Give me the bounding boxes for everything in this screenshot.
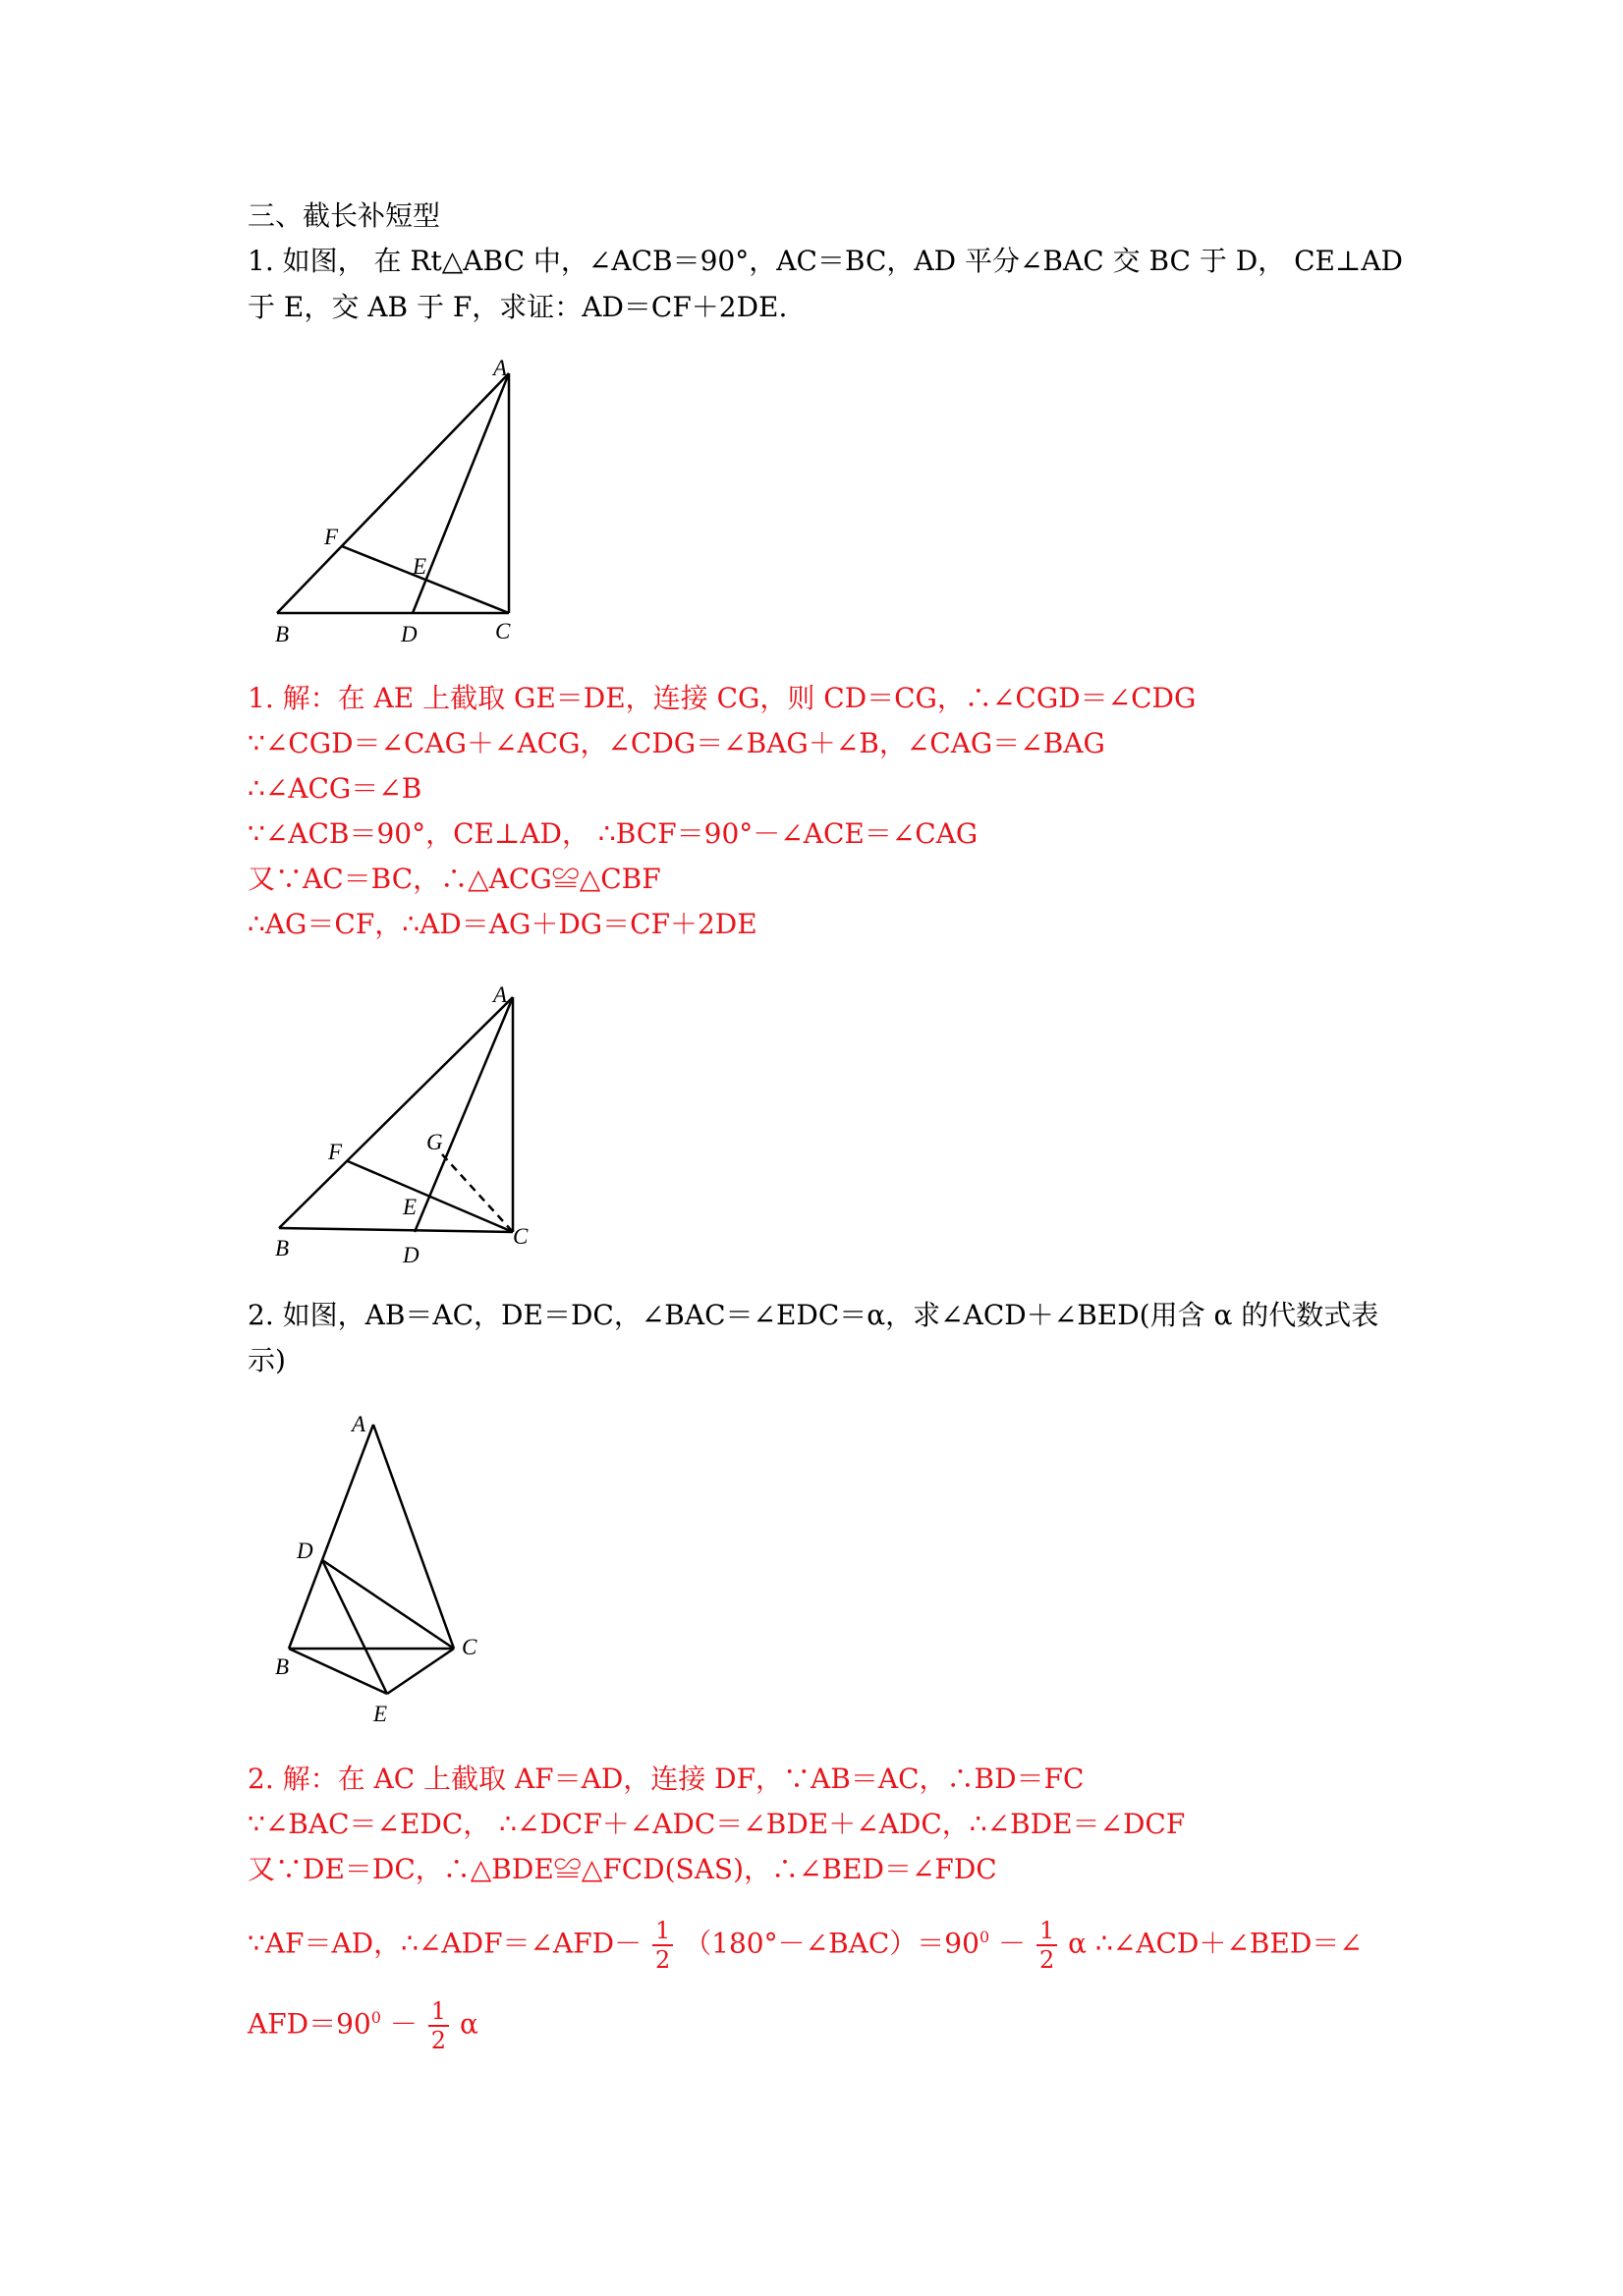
segment-bc — [279, 1228, 513, 1232]
fraction-one-half-3: $\frac{1}{2}$ — [428, 1997, 449, 2054]
segment-ab — [289, 1425, 373, 1649]
question-2-line-2: 示) — [248, 1344, 286, 1376]
answer-1-line-1: 1. 解：在 AE 上截取 GE＝DE，连接 CG，则 CD＝CG，∴∠CGD＝∠CDG — [248, 682, 1197, 714]
label-a: A — [493, 356, 508, 380]
figure-3 — [236, 1405, 550, 1729]
answer-1-line-2: ∵∠CGD＝∠CAG＋∠ACG，∠CDG＝∠BAG＋∠B，∠CAG＝∠BAG — [248, 727, 1105, 759]
segment-be — [289, 1649, 387, 1694]
answer-2-line-5-part-1: AFD＝90 — [248, 2007, 371, 2041]
label-b: B — [275, 1236, 290, 1260]
answer-1-line-4: ∵∠ACB＝90°，CE⊥AD， ∴BCF＝90°－∠ACE＝∠CAG — [248, 817, 979, 850]
label-c: C — [495, 619, 511, 644]
question-1-line-1: 1. 如图， 在 Rt△ABC 中，∠ACB＝90°，AC＝BC，AD 平分∠BAC 交 BC 于 D， CE⊥AD — [248, 245, 1403, 277]
segment-cf — [348, 1161, 513, 1232]
segment-ac — [373, 1425, 454, 1649]
segment-de — [322, 1560, 387, 1694]
segment-ad — [413, 373, 509, 613]
label-e: E — [373, 1702, 388, 1726]
answer-2-line-2: ∵∠BAC＝∠EDC， ∴∠DCF＋∠ADC＝∠BDE＋∠ADC，∴∠BDE＝∠DCF — [248, 1808, 1186, 1840]
label-d: D — [403, 1243, 420, 1267]
segment-ab — [279, 997, 513, 1228]
fraction-one-half: $\frac{1}{2}$ — [652, 1917, 673, 1974]
label-f: F — [324, 525, 339, 549]
answer-2-line-4-part-1: ∵AF＝AD，∴∠ADF＝∠AFD－ — [248, 1927, 643, 1960]
figure-2 — [236, 973, 550, 1267]
label-a: A — [493, 982, 508, 1007]
label-c: C — [513, 1224, 529, 1249]
answer-2-line-5: $AFD=90^0$ － $\frac{1}{2}$ α — [248, 1996, 478, 2054]
label-a: A — [352, 1412, 366, 1436]
answer-2-line-4: ∵AF＝AD，∴∠ADF＝∠AFD－ $\frac{1}{2}$ $(180^\circ-\angle BAC)=90^0$ － $\frac{1}{2}$ α ∴∠ACD＋∠BED＝∠ — [248, 1916, 1363, 1974]
label-e: E — [403, 1195, 418, 1219]
label-f: F — [328, 1140, 343, 1164]
figure-1 — [236, 354, 550, 648]
fraction-one-half-2: $\frac{1}{2}$ — [1036, 1917, 1057, 1974]
label-d: D — [297, 1539, 313, 1563]
label-d: D — [401, 622, 418, 646]
dashed-segment-gc — [442, 1154, 513, 1232]
label-e: E — [413, 554, 427, 579]
question-2-line-1: 2. 如图，AB＝AC，DE＝DC，∠BAC＝∠EDC＝α，求∠ACD＋∠BED(用含 α 的代数式表 — [248, 1299, 1379, 1331]
label-b: B — [275, 1654, 290, 1679]
segment-ce — [387, 1649, 454, 1694]
answer-2-line-4-part-2: （180°－∠BAC）＝90 — [684, 1927, 979, 1960]
label-c: C — [462, 1635, 477, 1659]
answer-1-line-6: ∴AG＝CF，∴AD＝AG＋DG＝CF＋2DE — [248, 908, 757, 940]
segment-dc — [322, 1560, 454, 1649]
answer-2-line-4-part-3: ∴∠ACD＋∠BED＝∠ — [1094, 1927, 1363, 1960]
label-g: G — [426, 1130, 443, 1154]
answer-2-line-1: 2. 解：在 AC 上截取 AF＝AD，连接 DF，∵AB＝AC，∴BD＝FC — [248, 1763, 1085, 1795]
label-b: B — [275, 622, 290, 646]
answer-1-line-5: 又∵AC＝BC，∴△ACG≌△CBF — [248, 863, 661, 895]
question-1-line-2: 于 E，交 AB 于 F，求证：AD＝CF＋2DE. — [248, 291, 788, 323]
section-title: 三、截长补短型 — [248, 199, 441, 232]
segment-ab — [277, 373, 509, 613]
answer-1-line-3: ∴∠ACG＝∠B — [248, 772, 422, 805]
answer-2-line-3: 又∵DE＝DC，∴△BDE≌△FCD(SAS)，∴∠BED＝∠FDC — [248, 1853, 997, 1885]
